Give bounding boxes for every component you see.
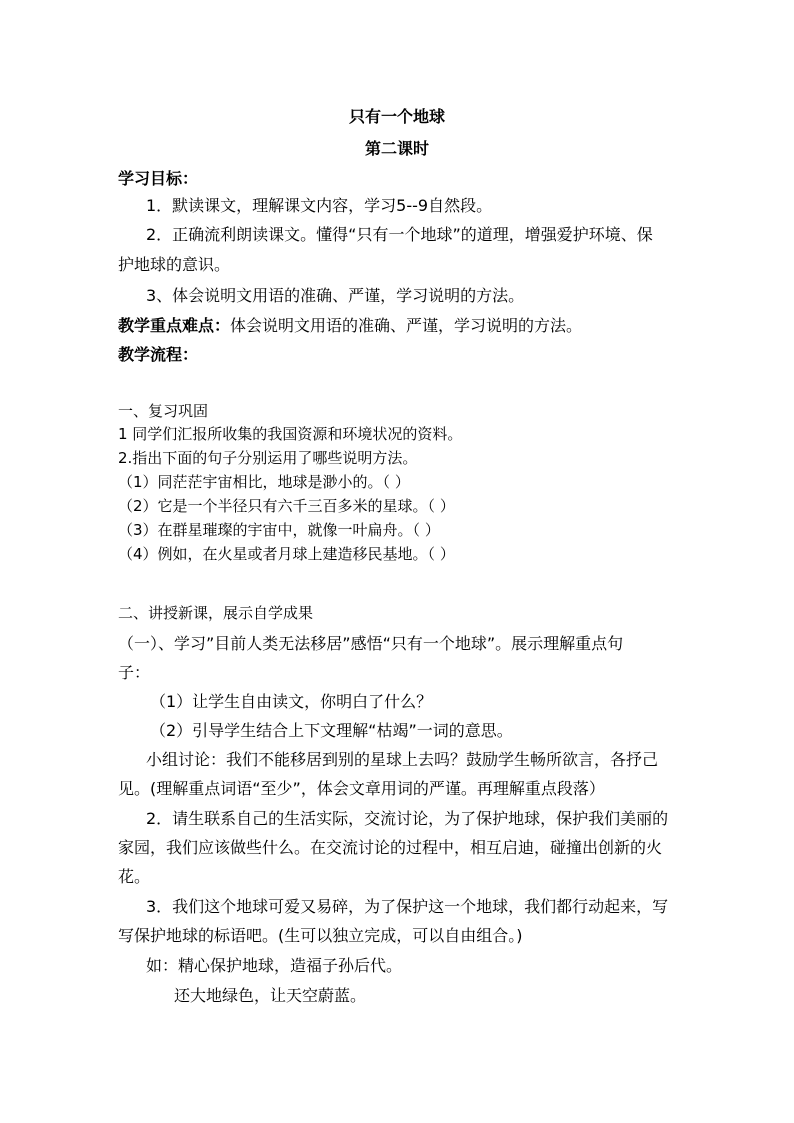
key-points bbox=[118, 313, 582, 336]
review-sentence-3: （3）在群星璀璨的宇宙中，就像一叶扁舟。（ ） bbox=[118, 521, 440, 539]
key-points-text: 体会说明文用语的准确、严谨，学习说明的方法。 bbox=[230, 316, 583, 335]
review-heading: 一、复习巩固 bbox=[118, 402, 209, 420]
lesson-item-3-line-2: 写保护地球的标语吧。(生可以独立完成，可以自由组合。) bbox=[118, 926, 523, 945]
review-item-1: 1 同学们汇报所收集的我国资源和环境状况的资料。 bbox=[118, 425, 463, 443]
new-lesson-heading: 二、讲授新课，展示自学成果 bbox=[118, 604, 314, 622]
document-title: 只有一个地球 bbox=[348, 107, 445, 126]
lesson-item-3-line-1: 3．我们这个地球可爱又易碎，为了保护这一个地球，我们都行动起来，写 bbox=[146, 897, 669, 916]
review-sentence-2: （2）它是一个半径只有六千三百多米的星球。（ ） bbox=[118, 497, 455, 515]
lesson-item-2-line-2: 家园，我们应该做些什么。在交流讨论的过程中，相互启迪，碰撞出创新的火 bbox=[118, 838, 663, 857]
objective-item-2-line-1: 2．正确流利朗读课文。懂得“只有一个地球”的道理，增强爱护环境、保 bbox=[146, 225, 653, 244]
question-1: （1）让学生自由读文，你明白了什么？ bbox=[150, 692, 433, 711]
lesson-item-2-line-3: 花。 bbox=[118, 867, 151, 886]
key-points-label: 教学重点难点： bbox=[118, 316, 231, 335]
objectives-heading: 学习目标： bbox=[118, 169, 199, 188]
discussion-line-1: 小组讨论：我们不能移居到别的星球上去吗？鼓励学生畅所欲言，各抒己 bbox=[146, 750, 659, 769]
discussion-line-2: 见。(理解重点词语“至少”，体会文章用词的严谨。再理解重点段落） bbox=[118, 779, 605, 798]
slogan-example-2: 还大地绿色，让天空蔚蓝。 bbox=[174, 986, 367, 1005]
review-sentence-1: （1）同茫茫宇宙相比，地球是渺小的。（ ） bbox=[118, 473, 410, 491]
objective-item-1: 1．默读课文，理解课文内容，学习5--9自然段。 bbox=[146, 196, 493, 215]
document-subtitle: 第二课时 bbox=[364, 139, 429, 158]
part-1-line-1: （一）、学习”目前人类无法移居”感悟“只有一个地球”。展示理解重点句 bbox=[118, 634, 624, 653]
objective-item-3: 3、体会说明文用语的准确、严谨，学习说明的方法。 bbox=[146, 286, 525, 305]
review-sentence-4: （4）例如，在火星或者月球上建造移民基地。（ ） bbox=[118, 545, 455, 563]
question-2: （2）引导学生结合上下文理解“枯竭”一词的意思。 bbox=[150, 721, 513, 740]
objective-item-2-line-2: 护地球的意识。 bbox=[118, 255, 231, 274]
review-item-2: 2.指出下面的句子分别运用了哪些说明方法。 bbox=[118, 449, 418, 467]
part-1-line-2: 子： bbox=[118, 663, 151, 682]
process-heading: 教学流程： bbox=[118, 345, 199, 364]
slogan-example-1: 如：精心保护地球，造福子孙后代。 bbox=[146, 956, 403, 975]
lesson-item-2-line-1: 2．请生联系自己的生活实际，交流讨论，为了保护地球，保护我们美丽的 bbox=[146, 809, 669, 828]
